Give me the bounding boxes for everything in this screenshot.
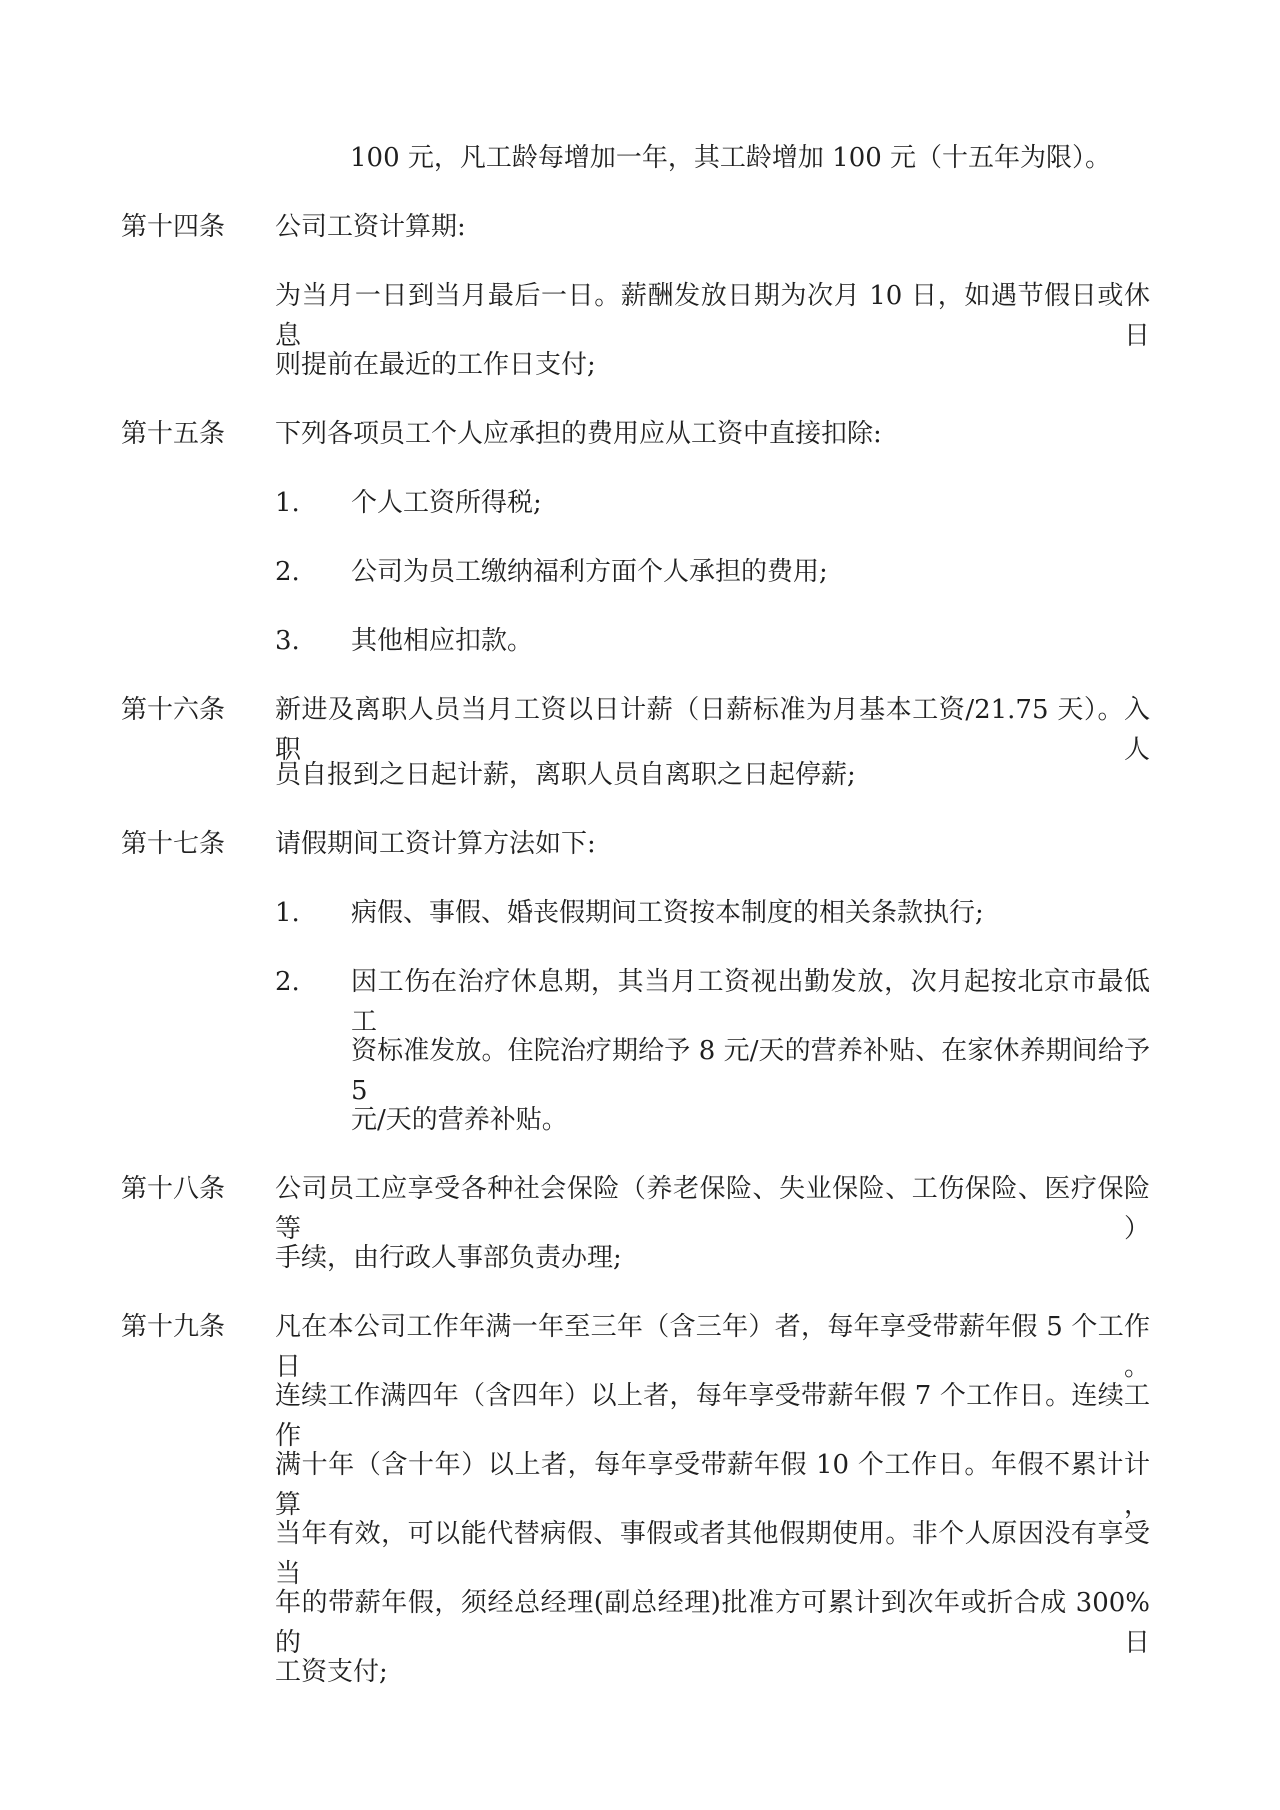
list-text: 其他相应扣款。 [351,626,534,656]
list-number: 2. [275,967,300,997]
list-item-line [0,1031,1280,1106]
list-number: 2. [275,557,300,587]
article-label: 第十九条 [121,1312,226,1342]
article-text: 员自报到之日起计薪，离职人员自离职之日起停薪; [275,760,856,790]
continuation-text: 100 元，凡工龄每增加一年，其工龄增加 100 元（十五年为限）。 [350,143,1112,173]
article-text: 请假期间工资计算方法如下: [275,829,596,859]
article-text: 为当月一日到当月最后一日。薪酬发放日期为次月 10 日，如遇节假日或休息日 [275,281,1150,351]
article-label: 第十六条 [121,695,226,725]
article-19-line [0,1583,1280,1658]
list-item [0,483,1280,523]
article-text: 工资支付; [275,1657,388,1687]
article-text: 满十年（含十年）以上者，每年享受带薪年假 10 个工作日。年假不累计计算， [275,1450,1150,1520]
article-18-line [0,1238,1280,1278]
list-item [0,962,1280,1037]
article-label: 第十五条 [121,419,226,449]
article-19-line [0,1514,1280,1589]
article-text: 连续工作满四年（含四年）以上者，每年享受带薪年假 7 个工作日。连续工作 [275,1381,1150,1451]
continuation-line [0,138,1280,178]
list-number: 1. [275,488,300,518]
list-item [0,621,1280,661]
article-18 [0,1169,1280,1244]
list-number: 3. [275,626,300,656]
article-19-line [0,1376,1280,1451]
article-text: 新进及离职人员当月工资以日计薪（日薪标准为月基本工资/21.75 天）。入职人 [275,695,1150,765]
article-text: 公司员工应享受各种社会保险（养老保险、失业保险、工伤保险、医疗保险等） [275,1174,1150,1244]
list-item-line [0,1100,1280,1140]
list-text: 资标准发放。住院治疗期给予 8 元/天的营养补贴、在家休养期间给予 5 [351,1036,1150,1106]
article-16 [0,690,1280,765]
article-14-line [0,345,1280,385]
article-16-line [0,755,1280,795]
article-text: 手续，由行政人事部负责办理; [275,1243,622,1273]
article-19 [0,1307,1280,1382]
list-text: 公司为员工缴纳福利方面个人承担的费用; [351,557,828,587]
article-text: 凡在本公司工作年满一年至三年（含三年）者，每年享受带薪年假 5 个工作日。 [275,1312,1150,1382]
article-text: 下列各项员工个人应承担的费用应从工资中直接扣除: [275,419,882,449]
article-text: 年的带薪年假，须经总经理(副总经理)批准方可累计到次年或折合成 300%的日 [275,1588,1150,1658]
list-number: 1. [275,898,300,928]
list-text: 个人工资所得税; [351,488,542,518]
article-text: 当年有效，可以能代替病假、事假或者其他假期使用。非个人原因没有享受当 [275,1519,1150,1589]
article-text: 则提前在最近的工作日支付; [275,350,596,380]
list-item [0,552,1280,592]
article-17 [0,824,1280,864]
article-15 [0,414,1280,454]
article-14 [0,207,1280,247]
article-19-line [0,1652,1280,1692]
article-label: 第十八条 [121,1174,226,1204]
list-text: 因工伤在治疗休息期，其当月工资视出勤发放，次月起按北京市最低工 [351,967,1150,1037]
list-text: 元/天的营养补贴。 [351,1105,568,1135]
article-14-line [0,276,1280,351]
article-19-line [0,1445,1280,1520]
list-text: 病假、事假、婚丧假期间工资按本制度的相关条款执行; [351,898,984,928]
list-item [0,893,1280,933]
article-text: 公司工资计算期: [275,212,466,242]
article-label: 第十七条 [121,829,226,859]
article-label: 第十四条 [121,212,226,242]
